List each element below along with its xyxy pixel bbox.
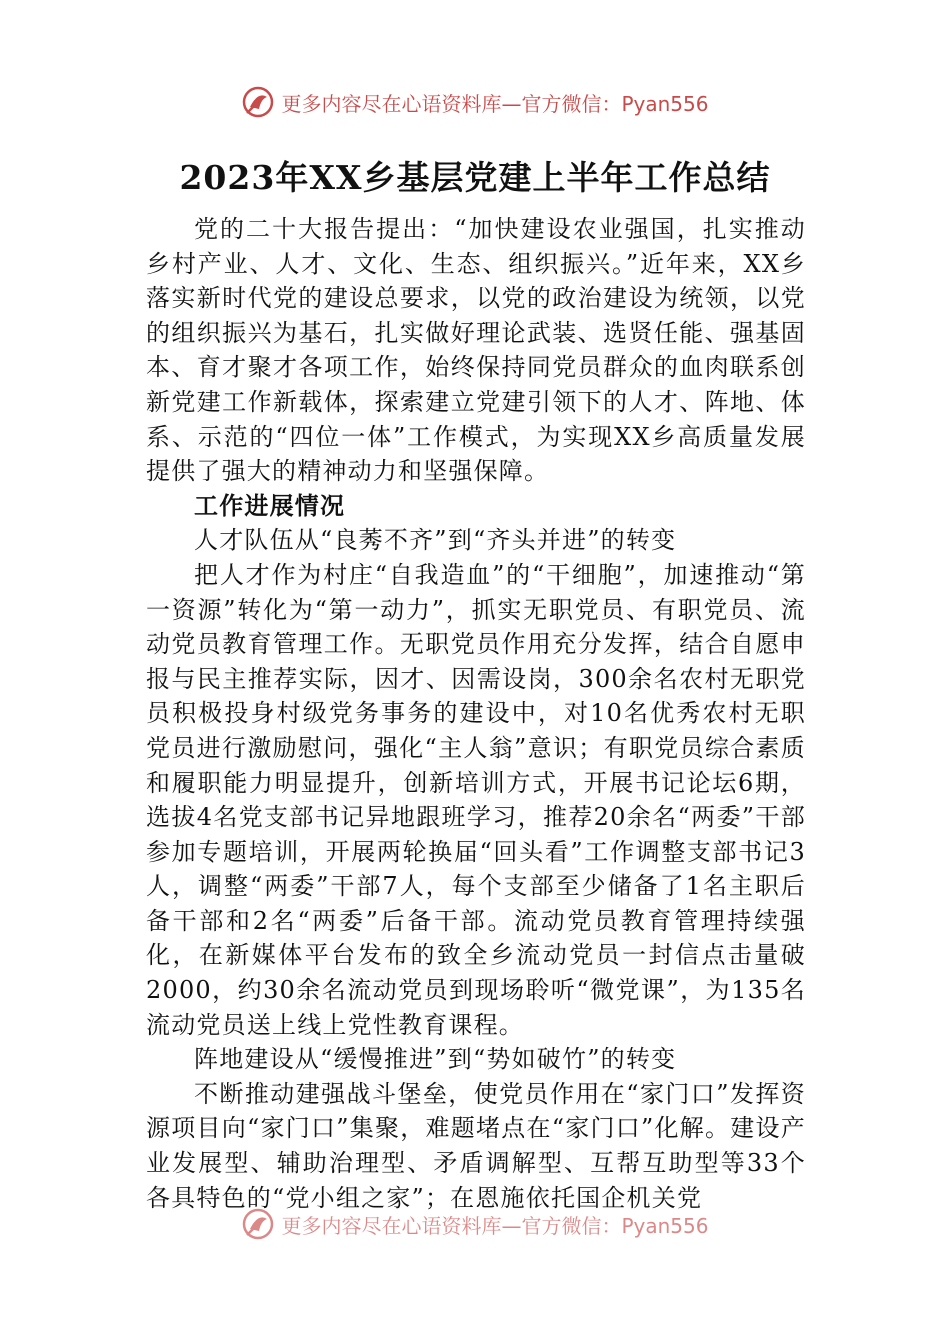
intro-paragraph: 党的二十大报告提出：“加快建设农业强国，扎实推动乡村产业、人才、文化、生态、组织振兴。”近年来，XX乡落实新时代党的建设总要求，以党的政治建设为统领，以党的组织振兴为基石，扎实做好理论武装、选贤任能、强基固本、育才聚才各项工作，始终保持同党员群众的血肉联系创新党建工作新载体，探索建立党建引领下的人才、阵地、体系、示范的“四位一体”工作模式，为实现XX乡高质量发展提供了强大的精神动力和坚强保障。 [146,215,806,486]
brand-logo-icon [241,1207,275,1241]
watermark-text: 更多内容尽在心语资料库—官方微信：Pyan556 [281,91,709,116]
watermark-footer [0,1204,950,1244]
subheading-position: 阵地建设从“缓慢推进”到“势如破竹”的转变 [194,1045,677,1074]
watermark-text: 更多内容尽在心语资料库—官方微信：Pyan556 [281,1213,709,1238]
position-paragraph: 不断推动建强战斗堡垒，使党员作用在“家门口”发挥资源项目向“家门口”集聚，难题堵点在“家门口”化解。建设产业发展型、辅助治理型、矛盾调解型、互帮互助型等33个各具特色的“党小组之家”；在恩施依托国企机关党 [146,1079,806,1212]
document-body [146,212,806,1215]
document-title: 2023年XX乡基层党建上半年工作总结 [179,158,771,197]
talent-paragraph: 把人才作为村庄“自我造血”的“干细胞”，加速推动“第一资源”转化为“第一动力”，抓实无职党员、有职党员、流动党员教育管理工作。无职党员作用充分发挥，结合自愿申报与民主推荐实际，因才、因需设岗，300余名农村无职党员积极投身村级党务事务的建设中，对10名优秀农村无职党员进行激励慰问，强化“主人翁”意识；有职党员综合素质和履职能力明显提升，创新培训方式，开展书记论坛6期，选拔4名党支部书记异地跟班学习，推荐20余名“两委”干部参加专题培训，开展两轮换届“回头看”工作调整支部书记3人，调整“两委”干部7人，每个支部至少储备了1名主职后备干部和2名“两委”后备干部。流动党员教育管理持续强化，在新媒体平台发布的致全乡流动党员一封信点击量破2000，约30余名流动党员到现场聆听“微党课”，为135名流动党员送上线上党性教育课程。 [146,560,806,1039]
subheading-talent: 人才队伍从“良莠不齐”到“齐头并进”的转变 [194,526,677,555]
brand-logo-icon [241,85,275,119]
section-heading: 工作进展情况 [194,491,346,520]
watermark-header [0,82,950,122]
